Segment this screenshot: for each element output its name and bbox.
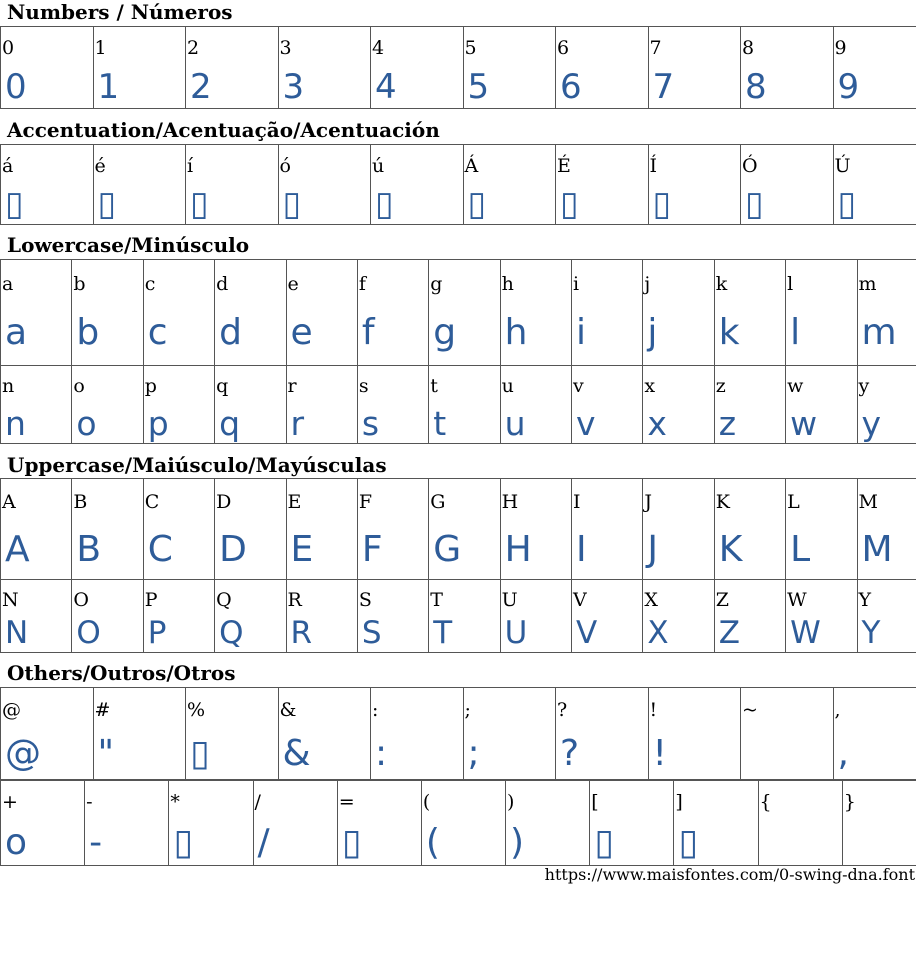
glyph-sample: ! [652,733,667,774]
glyph-sample: w [790,404,818,443]
glyph-sample: f [361,312,375,353]
glyph-cell [1,580,72,653]
glyph-cell [215,260,286,366]
glyph-table-others-1 [0,687,916,780]
glyph-label: x [644,375,656,397]
glyph-sample: ▯ [652,184,672,224]
glyph-label: K [715,491,730,513]
glyph-sample: ▯ [341,822,362,863]
glyph-label: P [144,589,158,611]
glyph-cell [572,580,643,653]
glyph-sample: O [76,615,101,651]
glyph-sample: g [433,312,457,353]
glyph-label: F [358,491,373,513]
glyph-label: ; [464,699,471,721]
glyph-label: Á [464,155,479,177]
glyph-sample: o [76,404,97,443]
glyph-sample: T [433,615,453,651]
glyph-cell [421,781,505,866]
glyph-cell [643,366,714,444]
glyph-label: ? [557,699,568,721]
glyph-label: X [644,589,658,611]
glyph-cell [714,479,785,580]
glyph-label: S [358,589,372,611]
glyph-sample: h [504,312,528,353]
glyph-cell [648,688,741,780]
glyph-cell [500,479,571,580]
glyph-cell [786,366,857,444]
glyph-sample: 2 [190,67,212,107]
glyph-cell [463,27,556,109]
glyph-label: N [2,589,19,611]
glyph-label: @ [2,699,21,721]
glyph-cell [253,781,337,866]
glyph-label: - [86,791,93,813]
glyph-sample: p [147,404,169,443]
glyph-label: M [858,491,878,513]
glyph-sample: ▯ [97,184,117,224]
glyph-label: 2 [187,37,200,59]
glyph-label: ) [507,791,515,813]
glyph-sample: x [647,404,667,443]
glyph-label: Z [715,589,729,611]
glyph-sample: Y [861,615,881,651]
glyph-label: g [430,273,443,295]
glyph-label: , [834,699,841,721]
glyph-label: % [187,699,206,721]
glyph-sample: F [361,529,383,570]
glyph-sample: L [790,529,811,570]
glyph-label: s [358,375,369,397]
glyph-cell [72,479,143,580]
glyph-sample: t [433,404,447,443]
glyph-sample: n [5,404,26,443]
glyph-sample: S [361,615,382,651]
glyph-cell [463,145,556,225]
glyph-table-accents-1 [0,144,916,225]
glyph-cell [143,260,214,366]
glyph-cell [371,688,464,780]
glyph-cell [186,688,279,780]
glyph-sample: V [576,615,598,651]
glyph-label: J [644,491,652,513]
glyph-cell [215,366,286,444]
glyph-sample: o [5,822,28,863]
glyph-label: a [2,273,14,295]
glyph-cell [429,479,500,580]
glyph-label: = [338,791,355,813]
glyph-sample: ? [560,733,580,774]
table-row [1,27,916,109]
glyph-cell [648,27,741,109]
glyph-sample: 1 [97,67,120,107]
glyph-table-numbers-1 [0,26,916,109]
glyph-sample: R [290,615,313,651]
glyph-cell [572,260,643,366]
glyph-label: í [187,155,194,177]
glyph-label: r [287,375,297,397]
table-row [1,688,916,780]
glyph-label: ! [649,699,658,721]
glyph-cell [357,479,428,580]
glyph-cell [429,366,500,444]
glyph-sample: ▯ [560,184,579,224]
glyph-sample: q [219,404,241,443]
glyph-cell [1,366,72,444]
glyph-cell [72,260,143,366]
glyph-label: j [644,273,651,295]
glyph-sample: J [647,529,658,570]
glyph-label: 3 [279,37,292,59]
section-title-lowercase: Lowercase/Minúsculo [7,233,250,257]
glyph-label: k [715,273,728,295]
glyph-sample: Q [219,615,244,651]
glyph-cell [842,781,916,866]
glyph-sample: @ [5,733,41,774]
glyph-cell [572,366,643,444]
glyph-cell [857,580,916,653]
glyph-cell [714,260,785,366]
glyph-label: Ú [834,155,851,177]
glyph-sample: & [282,733,311,774]
glyph-sample: ▯ [173,822,194,863]
glyph-sample: E [290,529,314,570]
glyph-label: Ó [742,155,758,177]
glyph-sample: e [290,312,313,353]
glyph-label: ó [279,155,291,177]
glyph-label: 5 [464,37,477,59]
glyph-sample: ▯ [837,184,857,224]
glyph-sample: j [647,312,658,353]
glyph-cell [429,580,500,653]
glyph-label: B [73,491,88,513]
glyph-label: Q [216,589,232,611]
glyph-sample: a [5,312,28,353]
glyph-cell [357,260,428,366]
glyph-cell [556,145,649,225]
glyph-sample: ▯ [190,733,210,774]
glyph-label: ] [675,791,683,813]
glyph-cell [286,260,357,366]
glyph-cell [357,580,428,653]
glyph-sample: , [837,733,849,774]
glyph-cell [278,145,371,225]
glyph-cell [786,479,857,580]
glyph-cell [1,688,94,780]
glyph-sample: 8 [745,67,767,107]
glyph-sample: ; [467,733,480,774]
glyph-sample: ▯ [5,184,24,224]
glyph-label: R [287,589,302,611]
table-row [1,580,916,653]
glyph-cell [286,580,357,653]
source-url[interactable]: https://www.maisfontes.com/0-swing-dna.font [544,865,915,884]
glyph-cell [857,366,916,444]
glyph-cell [741,145,834,225]
glyph-cell [286,479,357,580]
glyph-label: o [73,375,85,397]
glyph-label: [ [591,791,599,813]
glyph-label: l [787,273,794,295]
glyph-label: & [279,699,297,721]
glyph-cell [674,781,758,866]
glyph-label: 0 [2,37,15,59]
glyph-label: 8 [742,37,755,59]
glyph-cell [572,479,643,580]
glyph-sample: u [504,404,526,443]
glyph-cell [500,260,571,366]
glyph-sample: C [147,529,173,570]
glyph-sample: I [576,529,587,570]
glyph-label: 6 [557,37,570,59]
glyph-table-uppercase-1 [0,478,916,580]
glyph-label: D [216,491,232,513]
glyph-cell [286,366,357,444]
glyph-label: Y [858,589,872,611]
glyph-table-lowercase-1 [0,259,916,366]
glyph-cell [648,145,741,225]
glyph-sample: s [361,404,380,443]
glyph-label: 7 [649,37,662,59]
glyph-sample: ▯ [282,184,302,224]
glyph-label: Í [649,155,658,177]
glyph-cell [857,479,916,580]
table-row [1,145,916,225]
glyph-label: ( [422,791,431,813]
glyph-cell [463,688,556,780]
glyph-sample: ▯ [745,184,764,224]
glyph-cell [93,145,186,225]
glyph-label: É [557,155,571,177]
glyph-sample: m [861,312,897,353]
glyph-label: é [94,155,106,177]
glyph-sample: W [790,615,821,651]
glyph-sample: : [375,733,388,774]
glyph-cell [169,781,253,866]
glyph-sample: 9 [837,67,860,107]
glyph-sample: 5 [467,67,490,107]
glyph-sample: H [504,529,532,570]
glyph-cell [857,260,916,366]
glyph-sample: Z [718,615,740,651]
table-row [1,479,916,580]
glyph-cell [278,27,371,109]
glyph-label: * [170,791,180,813]
glyph-sample: 3 [282,67,305,107]
glyph-sample: ▯ [190,184,209,224]
glyph-cell [643,479,714,580]
glyph-cell [506,781,590,866]
glyph-cell [556,688,649,780]
glyph-label: H [501,491,519,513]
glyph-label: ú [372,155,385,177]
glyph-label: v [573,375,584,397]
glyph-label: / [254,791,261,813]
glyph-cell [1,260,72,366]
glyph-sample: 7 [652,67,675,107]
glyph-label: U [501,589,518,611]
glyph-cell [833,27,916,109]
glyph-label: # [94,699,111,721]
glyph-cell [500,580,571,653]
glyph-sample: N [5,615,29,651]
glyph-cell [590,781,674,866]
table-row [1,781,916,866]
glyph-cell [93,27,186,109]
glyph-label: e [287,273,299,295]
glyph-cell [500,366,571,444]
glyph-sample: G [433,529,462,570]
glyph-label: { [759,791,772,813]
glyph-sample: 4 [375,67,397,107]
glyph-cell [1,479,72,580]
glyph-cell [741,27,834,109]
glyph-sample: D [219,529,247,570]
glyph-sample: ▯ [467,184,487,224]
table-row [1,366,916,444]
glyph-cell [371,145,464,225]
glyph-label: O [73,589,89,611]
glyph-cell [186,27,279,109]
glyph-label: + [2,791,18,813]
glyph-table-uppercase-2 [0,579,916,653]
glyph-sample: ) [510,822,525,863]
glyph-sample: l [790,312,801,353]
glyph-cell [741,688,834,780]
glyph-label: w [787,375,804,397]
section-title-numbers: Numbers / Números [7,0,233,24]
glyph-sample: c [147,312,168,353]
glyph-label: ~ [742,699,758,721]
glyph-sample: i [576,312,587,353]
glyph-label: } [843,791,856,813]
glyph-cell [833,688,916,780]
glyph-cell [72,366,143,444]
glyph-label: d [216,273,229,295]
glyph-label: 1 [94,37,107,59]
glyph-sample: A [5,529,30,570]
glyph-cell [215,479,286,580]
glyph-label: V [573,589,587,611]
glyph-sample: X [647,615,669,651]
glyph-cell [758,781,842,866]
glyph-label: W [787,589,807,611]
glyph-cell [643,580,714,653]
glyph-label: f [358,273,366,295]
glyph-label: m [858,273,877,295]
section-title-accents: Accentuation/Acentuação/Acentuación [7,118,440,142]
glyph-cell [429,260,500,366]
glyph-label: A [2,491,16,513]
glyph-sample: - [89,822,103,863]
glyph-sample: d [219,312,242,353]
glyph-label: G [430,491,446,513]
glyph-label: C [144,491,160,513]
glyph-cell [643,260,714,366]
glyph-sample: K [718,529,743,570]
glyph-label: p [144,375,157,397]
glyph-cell [215,580,286,653]
glyph-sample: U [504,615,528,651]
glyph-label: c [144,273,156,295]
glyph-table-lowercase-2 [0,365,916,444]
section-title-others: Others/Outros/Otros [7,661,236,685]
glyph-label: I [573,491,581,513]
glyph-cell [278,688,371,780]
glyph-cell [186,145,279,225]
glyph-sample: 0 [5,67,27,107]
glyph-cell [93,688,186,780]
glyph-cell [556,27,649,109]
glyph-cell [714,366,785,444]
glyph-cell [337,781,421,866]
glyph-cell [786,580,857,653]
glyph-sample: P [147,615,167,651]
glyph-label: T [430,589,443,611]
glyph-label: á [2,155,14,177]
glyph-sample: M [861,529,893,570]
glyph-cell [371,27,464,109]
glyph-sample: y [861,404,882,443]
glyph-label: L [787,491,800,513]
glyph-label: q [216,375,229,397]
glyph-cell [143,479,214,580]
glyph-sample: r [290,404,305,443]
glyph-sample: B [76,529,102,570]
glyph-sample: ▯ [594,822,615,863]
glyph-sample: z [718,404,737,443]
glyph-label: z [715,375,726,397]
glyph-cell [143,580,214,653]
glyph-sample: v [576,404,596,443]
glyph-cell [72,580,143,653]
glyph-cell [786,260,857,366]
glyph-sample: ( [425,822,440,863]
glyph-label: u [501,375,514,397]
glyph-table-others-2 [0,780,916,866]
glyph-cell [714,580,785,653]
glyph-cell [1,27,94,109]
glyph-cell [85,781,169,866]
glyph-cell [1,781,85,866]
glyph-label: 4 [372,37,385,59]
glyph-label: y [858,375,870,397]
glyph-label: i [573,273,580,295]
glyph-label: b [73,273,86,295]
glyph-sample: " [97,733,115,774]
glyph-sample: b [76,312,100,353]
glyph-cell [357,366,428,444]
glyph-sample: 6 [560,67,582,107]
glyph-sample: / [257,822,270,863]
glyph-label: : [372,699,379,721]
glyph-label: E [287,491,302,513]
table-row [1,260,916,366]
glyph-cell [143,366,214,444]
glyph-cell [833,145,916,225]
glyph-label: t [430,375,438,397]
glyph-label: h [501,273,514,295]
glyph-label: n [2,375,15,397]
glyph-sample: ▯ [678,822,699,863]
glyph-sample: k [718,312,740,353]
section-title-uppercase: Uppercase/Maiúsculo/Mayúsculas [7,453,387,477]
glyph-label: 9 [834,37,847,59]
glyph-cell [1,145,94,225]
glyph-sample: ▯ [375,184,394,224]
